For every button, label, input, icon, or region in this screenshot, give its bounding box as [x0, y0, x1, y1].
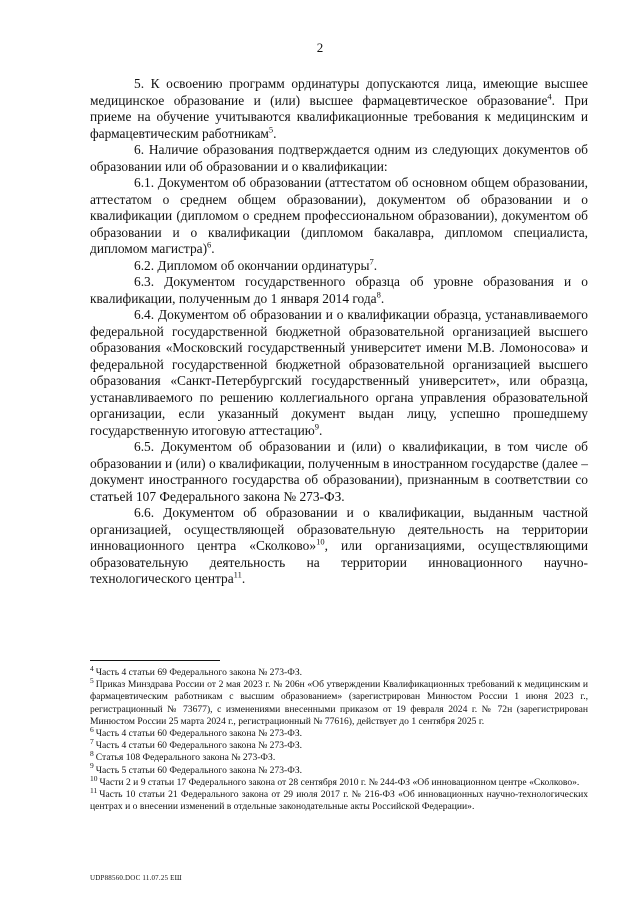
footnote-5: $^5$ Приказ Минздрава России от 2 мая 2023 г. № 206н «Об утверждении Квалификационных требований к медицинским и фармацевтическим работникам с высшим образованием» (зарегистрирован Минюстом России 1 июня 2023 г., регистрационный № 73677), с изменениями внесенными приказом от 19 февраля 2024 г. № 72н (зарегистрирован Минюстом России 25 марта 2024 г., регистрационный № 77616), действует до 1 сентября 2025 г.: [90, 676, 588, 727]
paragraph-6-4: 6.4. Документом об образовании и о квалификации образца, устанавливаемого федеральной государственной бюджетной образовательной организацией высшего образования «Московский государственный университет имени М.В. Ломоносова» и федеральной государственной бюджетной образовательной организацией высшего образования «Санкт-Петербургский государственный университет», или образца, устанавливаемого по решению коллегиального органа управления образовательной организации, если указанный документ выдан лицу, успешно прошедшему государственную итоговую аттестацию$^9$.: [90, 307, 588, 438]
paragraph-6: 6. Наличие образования подтверждается одним из следующих документов об образовании или об образовании и о квалификации:: [90, 142, 588, 174]
paragraph-6-3: 6.3. Документом государственного образца об уровне образования и о квалификации, полученным до 1 января 2014 года$^8$.: [90, 274, 588, 306]
footnote-separator: [90, 660, 220, 661]
footnote-ref: 9: [314, 421, 319, 432]
paragraph-6-2: 6.2. Дипломом об окончании ординатуры$^7$.: [134, 256, 378, 273]
footnote-7: $^7$ Часть 4 статьи 60 Федерального закона № 273-ФЗ.: [90, 737, 303, 752]
footnote-ref: 7: [369, 256, 374, 267]
body-text: [90, 76, 588, 588]
footnote-10: $^{10}$ Части 2 и 9 статьи 17 Федерального закона от 28 сентября 2010 г. № 244-ФЗ «Об инновационном центре «Сколково».: [90, 773, 580, 788]
footnotes: [90, 660, 588, 813]
footnote-ref: 6: [207, 239, 212, 250]
page-number: 2: [316, 40, 324, 55]
footnote-ref: 4: [547, 91, 552, 102]
footnote-ref: 10: [316, 536, 325, 547]
paragraph-6-1: 6.1. Документом об образовании (аттестатом об основном общем образовании, аттестатом о среднем общем образовании), документом об образовании и о квалификации (дипломом о среднем профессиональном образовании), документом об образовании и о квалификации (дипломом бакалавра, дипломом специалиста, дипломом магистра)$^6$.: [90, 175, 588, 256]
footnote-8: $^8$ Статья 108 Федерального закона № 273-ФЗ.: [90, 749, 276, 764]
paragraph-6-6: 6.6. Документом об образовании и о квалификации, выданным частной организацией, осуществляющей образовательную деятельность на территории инновационного центра «Сколково»$^{10}$, или организациями, осуществляющими образовательную деятельность на территории инновационного научно-технологического центра$^{11}$.: [90, 505, 588, 586]
footnote-4: $^4$ Часть 4 статьи 69 Федерального закона № 273-ФЗ.: [90, 663, 303, 678]
footnote-9: $^9$ Часть 5 статьи 60 Федерального закона № 273-ФЗ.: [90, 761, 303, 776]
document-code: UDP88560.DOC 11.07.25 ЕШ: [90, 874, 182, 882]
footnote-6: $^6$ Часть 4 статьи 60 Федерального закона № 273-ФЗ.: [90, 724, 303, 740]
paragraph-5: 5. К освоению программ ординатуры допускаются лица, имеющие высшее медицинское образование и (или) высшее фармацевтическое образование$^4$. При приеме на обучение учитываются квалификационные требования к медицинским и фармацевтическим работникам$^5$.: [90, 76, 588, 141]
footnote-ref: 8: [376, 289, 381, 300]
footnote-11: $^{11}$ Часть 10 статьи 21 Федерального закона от 29 июля 2017 г. № 216-ФЗ «Об инновационных научно-технологических центрах и о внесении изменений в отдельные законодательные акты Российской Федерации».: [90, 785, 588, 813]
footnote-ref: 5: [268, 124, 274, 135]
footnote-ref: 11: [233, 569, 242, 580]
paragraph-6-5: 6.5. Документом об образовании и (или) о квалификации, в том числе об образовании и (или) о квалификации, полученным в иностранном государстве (далее – документ иностранного государства об образовании), признанным в соответствии со статьей 107 Федерального закона № 273-ФЗ.: [90, 439, 588, 504]
